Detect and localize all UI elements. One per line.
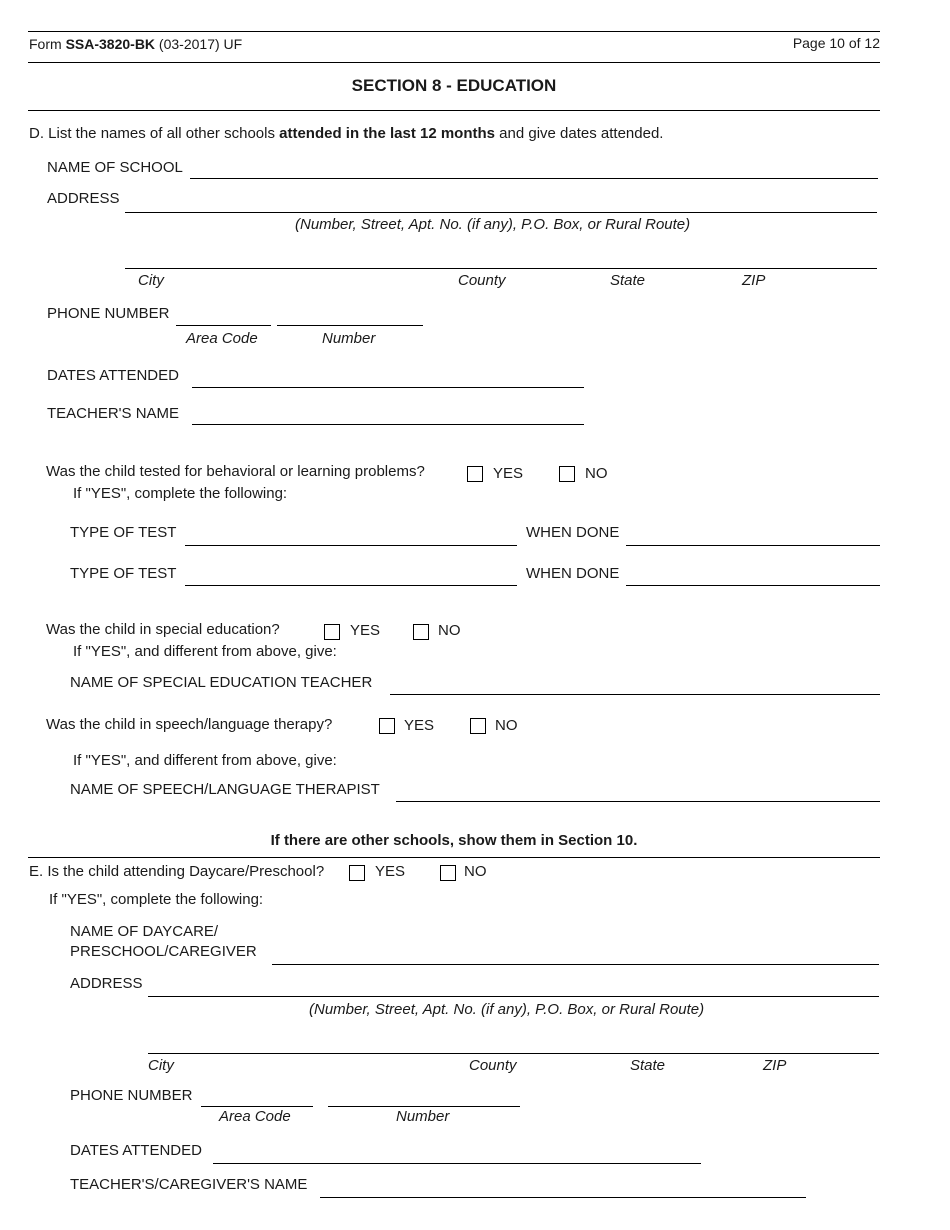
speech-question: Was the child in speech/language therapy? [46, 716, 333, 733]
county-label: County [458, 272, 506, 289]
type-of-test-field-2[interactable] [185, 585, 517, 586]
type-of-test-label-2: TYPE OF TEST [70, 565, 177, 582]
daycare-city-county-state-zip-field[interactable] [148, 1053, 879, 1054]
daycare-name-label-line1: NAME OF DAYCARE/ [70, 923, 219, 940]
teachers-name-field[interactable] [192, 424, 584, 425]
teachers-name-label: TEACHER'S NAME [47, 405, 180, 422]
special-ed-question: Was the child in special education? [46, 621, 280, 638]
caregiver-name-field[interactable] [320, 1197, 806, 1198]
speech-yes-label: YES [404, 717, 435, 734]
daycare-number-label: Number [396, 1108, 450, 1125]
header-top-rule [28, 31, 880, 32]
header-bottom-rule [28, 62, 880, 63]
area-code-field[interactable] [176, 325, 271, 326]
daycare-address-hint: (Number, Street, Apt. No. (if any), P.O. Box, or Rural Route) [309, 1001, 705, 1018]
daycare-address-label: ADDRESS [70, 975, 143, 992]
daycare-city-label: City [148, 1057, 174, 1074]
daycare-county-label: County [469, 1057, 517, 1074]
daycare-area-code-field[interactable] [201, 1106, 313, 1107]
special-ed-yes-checkbox[interactable] [324, 624, 340, 640]
when-done-label-2: WHEN DONE [526, 565, 620, 582]
address-label: ADDRESS [47, 190, 120, 207]
section-title-rule [28, 110, 880, 111]
part-e-divider [28, 857, 880, 858]
daycare-area-code-label: Area Code [219, 1108, 291, 1125]
daycare-no-checkbox[interactable] [440, 865, 456, 881]
part-d-intro-bold: attended in the last 12 months [279, 125, 495, 142]
daycare-dates-attended-field[interactable] [213, 1163, 701, 1164]
form-number: SSA-3820-BK [65, 36, 156, 52]
form-id-prefix: Form [29, 36, 66, 52]
daycare-name-field[interactable] [272, 964, 879, 965]
caregiver-name-label: TEACHER'S/CAREGIVER'S NAME [70, 1176, 308, 1193]
special-ed-teacher-field[interactable] [390, 694, 880, 695]
section-title: SECTION 8 - EDUCATION [351, 76, 557, 95]
zip-label: ZIP [742, 272, 766, 289]
daycare-yes-checkbox[interactable] [349, 865, 365, 881]
when-done-label-1: WHEN DONE [526, 524, 620, 541]
area-code-label: Area Code [186, 330, 258, 347]
address-hint: (Number, Street, Apt. No. (if any), P.O. Box, or Rural Route) [295, 216, 691, 233]
daycare-if-yes-note: If "YES", complete the following: [49, 891, 264, 908]
tested-yes-label: YES [493, 465, 524, 482]
tested-no-checkbox[interactable] [559, 466, 575, 482]
part-d-intro-pre: D. List the names of all other schools [29, 125, 280, 142]
phone-number-label: PHONE NUMBER [47, 305, 170, 322]
part-d-intro-post: and give dates attended. [495, 125, 664, 142]
phone-number-field[interactable] [277, 325, 423, 326]
special-ed-teacher-label: NAME OF SPECIAL EDUCATION TEACHER [70, 674, 373, 691]
daycare-state-label: State [630, 1057, 666, 1074]
daycare-no-label: NO [464, 863, 487, 880]
when-done-field-1[interactable] [626, 545, 880, 546]
part-d-intro [29, 126, 663, 141]
daycare-phone-number-label: PHONE NUMBER [70, 1087, 193, 1104]
form-id [29, 37, 242, 51]
speech-therapist-label: NAME OF SPEECH/LANGUAGE THERAPIST [70, 781, 380, 798]
special-ed-if-yes-note: If "YES", and different from above, give: [73, 643, 337, 660]
dates-attended-field[interactable] [192, 387, 584, 388]
speech-therapist-field[interactable] [396, 801, 880, 802]
special-ed-no-checkbox[interactable] [413, 624, 429, 640]
daycare-phone-number-field[interactable] [328, 1106, 520, 1107]
dates-attended-label: DATES ATTENDED [47, 367, 179, 384]
form-id-suffix: (03-2017) UF [155, 36, 243, 52]
address-field[interactable] [125, 212, 877, 213]
daycare-yes-label: YES [375, 863, 406, 880]
daycare-question: E. Is the child attending Daycare/Preschool? [29, 863, 325, 880]
special-ed-no-label: NO [438, 622, 461, 639]
daycare-name-label-line2: PRESCHOOL/CAREGIVER [70, 943, 257, 960]
speech-no-checkbox[interactable] [470, 718, 486, 734]
name-of-school-field[interactable] [190, 178, 878, 179]
daycare-address-field[interactable] [148, 996, 879, 997]
daycare-dates-attended-label: DATES ATTENDED [70, 1142, 202, 1159]
other-schools-note: If there are other schools, show them in Section 10. [270, 832, 638, 849]
tested-yes-checkbox[interactable] [467, 466, 483, 482]
tested-no-label: NO [585, 465, 608, 482]
tested-question: Was the child tested for behavioral or learning problems? [46, 463, 425, 480]
type-of-test-label-1: TYPE OF TEST [70, 524, 177, 541]
city-county-state-zip-field[interactable] [125, 268, 877, 269]
speech-yes-checkbox[interactable] [379, 718, 395, 734]
type-of-test-field-1[interactable] [185, 545, 517, 546]
name-of-school-label: NAME OF SCHOOL [47, 159, 183, 176]
speech-no-label: NO [495, 717, 518, 734]
tested-if-yes-note: If "YES", complete the following: [73, 485, 288, 502]
page-number: Page 10 of 12 [792, 35, 880, 51]
daycare-zip-label: ZIP [763, 1057, 787, 1074]
state-label: State [610, 272, 646, 289]
number-label: Number [322, 330, 376, 347]
speech-if-yes-note: If "YES", and different from above, give: [73, 752, 337, 769]
special-ed-yes-label: YES [350, 622, 381, 639]
city-label: City [138, 272, 164, 289]
when-done-field-2[interactable] [626, 585, 880, 586]
